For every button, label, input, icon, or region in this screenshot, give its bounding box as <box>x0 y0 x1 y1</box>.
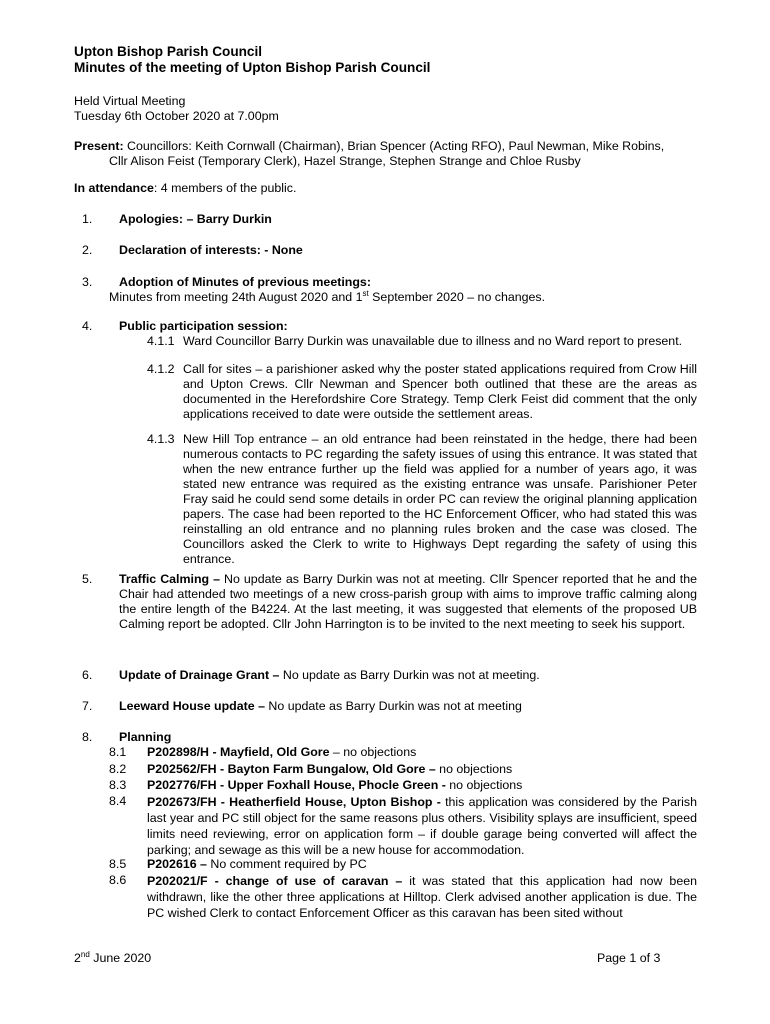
item-8-2-ref: P202562/FH - Bayton Farm Bungalow, Old Gore – <box>147 762 436 776</box>
item-5-paragraph <box>119 572 697 632</box>
item-7-number: 7. <box>82 699 93 713</box>
item-8-5-note: No comment required by PC <box>206 857 367 871</box>
footer-date-sup: nd <box>80 949 90 959</box>
item-8-5-ref: P202616 – <box>147 857 207 871</box>
footer-date-a: 2 <box>74 951 81 965</box>
item-5-text: No update as Barry Durkin was not at meeting. Cllr Spencer reported that he and the Chair had attended two meetings of a new cross-parish group with aims to improve traffic calming along the entire length of the B4224. At the last meeting, it was suggested that elements of the proposed UB Calming report be adopted. Cllr John Harrington is to be invited to the next meeting to seek his support. <box>119 572 698 631</box>
item-4-number: 4. <box>82 319 93 333</box>
item-4-1-3-text: New Hill Top entrance – an old entrance had been reinstated in the hedge, there had been numerous contacts to PC regarding the safety issues of using this entrance. It was stated that when the new entrance further up the field was applied for a number of years ago, it was stated new entrance was required as the existing entrance was unsafe. Parishioner Peter Fray said he could send some details in order PC can review the original planning application papers. The case had been reported to the HC Enforcement Officer, who had stated this was reinstalling an old entrance and no planning rules broken and the case was closed. The Councillors asked the Clerk to write to Highways Dept regarding the safety of using this entrance. <box>183 432 697 566</box>
item-3-text <box>109 290 545 305</box>
meeting-type: Held Virtual Meeting <box>74 94 186 108</box>
present-text-2: Cllr Alison Feist (Temporary Clerk), Hazel Strange, Stephen Strange and Chloe Rusby <box>109 154 581 168</box>
item-8-4-ref: P202673/FH - Heatherfield House, Upton Bishop - <box>147 795 441 809</box>
item-8-6-ref: P202021/F - change of use of caravan – <box>147 874 403 888</box>
item-4-heading: Public participation session: <box>119 319 288 333</box>
item-7-heading: Leeward House update – <box>119 699 265 713</box>
item-8-2-number: 8.2 <box>109 762 127 776</box>
item-6-heading: Update of Drainage Grant – <box>119 668 280 682</box>
item-4-1-2-number: 4.1.2 <box>147 362 175 376</box>
item-8-3-ref: P202776/FH - Upper Foxhall House, Phocle Green - <box>147 778 446 792</box>
item-8-3-note: no objections <box>445 778 523 792</box>
item-8-3-text <box>147 778 697 793</box>
item-4-1-1-text: Ward Councillor Barry Durkin was unavailable due to illness and no Ward report to present. <box>183 334 683 348</box>
item-5-heading: Traffic Calming – <box>119 572 221 586</box>
item-8-2-text <box>147 762 697 777</box>
footer-date-b: June 2020 <box>89 951 152 965</box>
item-3-text-a: Minutes from meeting 24th August 2020 and 1 <box>109 290 363 304</box>
attendance-line <box>74 181 296 196</box>
footer-date <box>74 951 151 966</box>
item-8-5-text <box>147 857 697 872</box>
attendance-label: In attendance <box>74 181 154 195</box>
item-8-5-number: 8.5 <box>109 857 127 871</box>
item-8-4-text <box>147 794 697 858</box>
item-8-1-ref: P202898/H - Mayfield, Old Gore <box>147 745 330 759</box>
item-8-4-number: 8.4 <box>109 794 127 808</box>
present-text-1: Councillors: Keith Cornwall (Chairman), Brian Spencer (Acting RFO), Paul Newman, Mike Robins, <box>127 139 665 153</box>
item-4-1-3-number: 4.1.3 <box>147 432 175 446</box>
item-8-1-note: – no objections <box>329 745 417 759</box>
item-8-1-number: 8.1 <box>109 745 127 759</box>
item-3-number: 3. <box>82 275 93 289</box>
item-8-number: 8. <box>82 730 93 744</box>
item-6-number: 6. <box>82 668 93 682</box>
item-4-1-1-number: 4.1.1 <box>147 334 175 348</box>
item-8-4-note: this application was considered by the Parish last year and PC still object for the same reasons plus others. Visibility splays are insufficient, speed limits need reviewing, error on application form – if double garage being converted will affect the parking; and sewage as this will be a new house for accommodation. <box>147 795 697 857</box>
minutes-title: Minutes of the meeting of Upton Bishop Parish Council <box>74 60 431 75</box>
item-1-number: 1. <box>82 212 93 226</box>
meeting-date: Tuesday 6th October 2020 at 7.00pm <box>74 109 279 123</box>
item-8-1-text <box>147 745 697 760</box>
item-6-text: No update as Barry Durkin was not at meeting. <box>279 668 540 682</box>
item-2-heading: Declaration of interests: - None <box>119 243 303 257</box>
item-8-6-note: it was stated that this application had now been withdrawn, like the other three applications at Hilltop. Clerk advised another application is due. The PC wished Clerk to contact Enforcement Officer as this caravan has been sited without <box>147 874 697 920</box>
present-label: Present: <box>74 139 124 153</box>
item-5-number: 5. <box>82 572 93 586</box>
item-3-text-b: September 2020 – no changes. <box>368 290 546 304</box>
council-title: Upton Bishop Parish Council <box>74 44 263 59</box>
item-8-6-text <box>147 873 697 921</box>
item-8-2-note: no objections <box>435 762 513 776</box>
item-6-paragraph <box>119 668 540 683</box>
item-7-paragraph <box>119 699 522 714</box>
item-2-number: 2. <box>82 243 93 257</box>
item-3-heading: Adoption of Minutes of previous meetings: <box>119 275 371 289</box>
item-4-1-2-text: Call for sites – a parishioner asked why the poster stated applications required from Crow Hill and Upton Crews. Cllr Newman and Spencer both outlined that these are the areas as documented in the Herefordshire Core Strategy. Temp Clerk Feist did comment that the only applications received to date were outside the settlement areas. <box>183 362 697 421</box>
item-1-heading: Apologies: – Barry Durkin <box>119 212 272 226</box>
item-8-heading: Planning <box>119 730 172 744</box>
present-line <box>74 139 664 154</box>
item-3-text-sup: st <box>362 288 369 298</box>
footer-page-number: Page 1 of 3 <box>597 951 661 965</box>
item-8-3-number: 8.3 <box>109 778 127 792</box>
item-8-6-number: 8.6 <box>109 873 127 887</box>
attendance-text: : 4 members of the public. <box>153 181 297 195</box>
item-7-text: No update as Barry Durkin was not at meeting <box>264 699 522 713</box>
